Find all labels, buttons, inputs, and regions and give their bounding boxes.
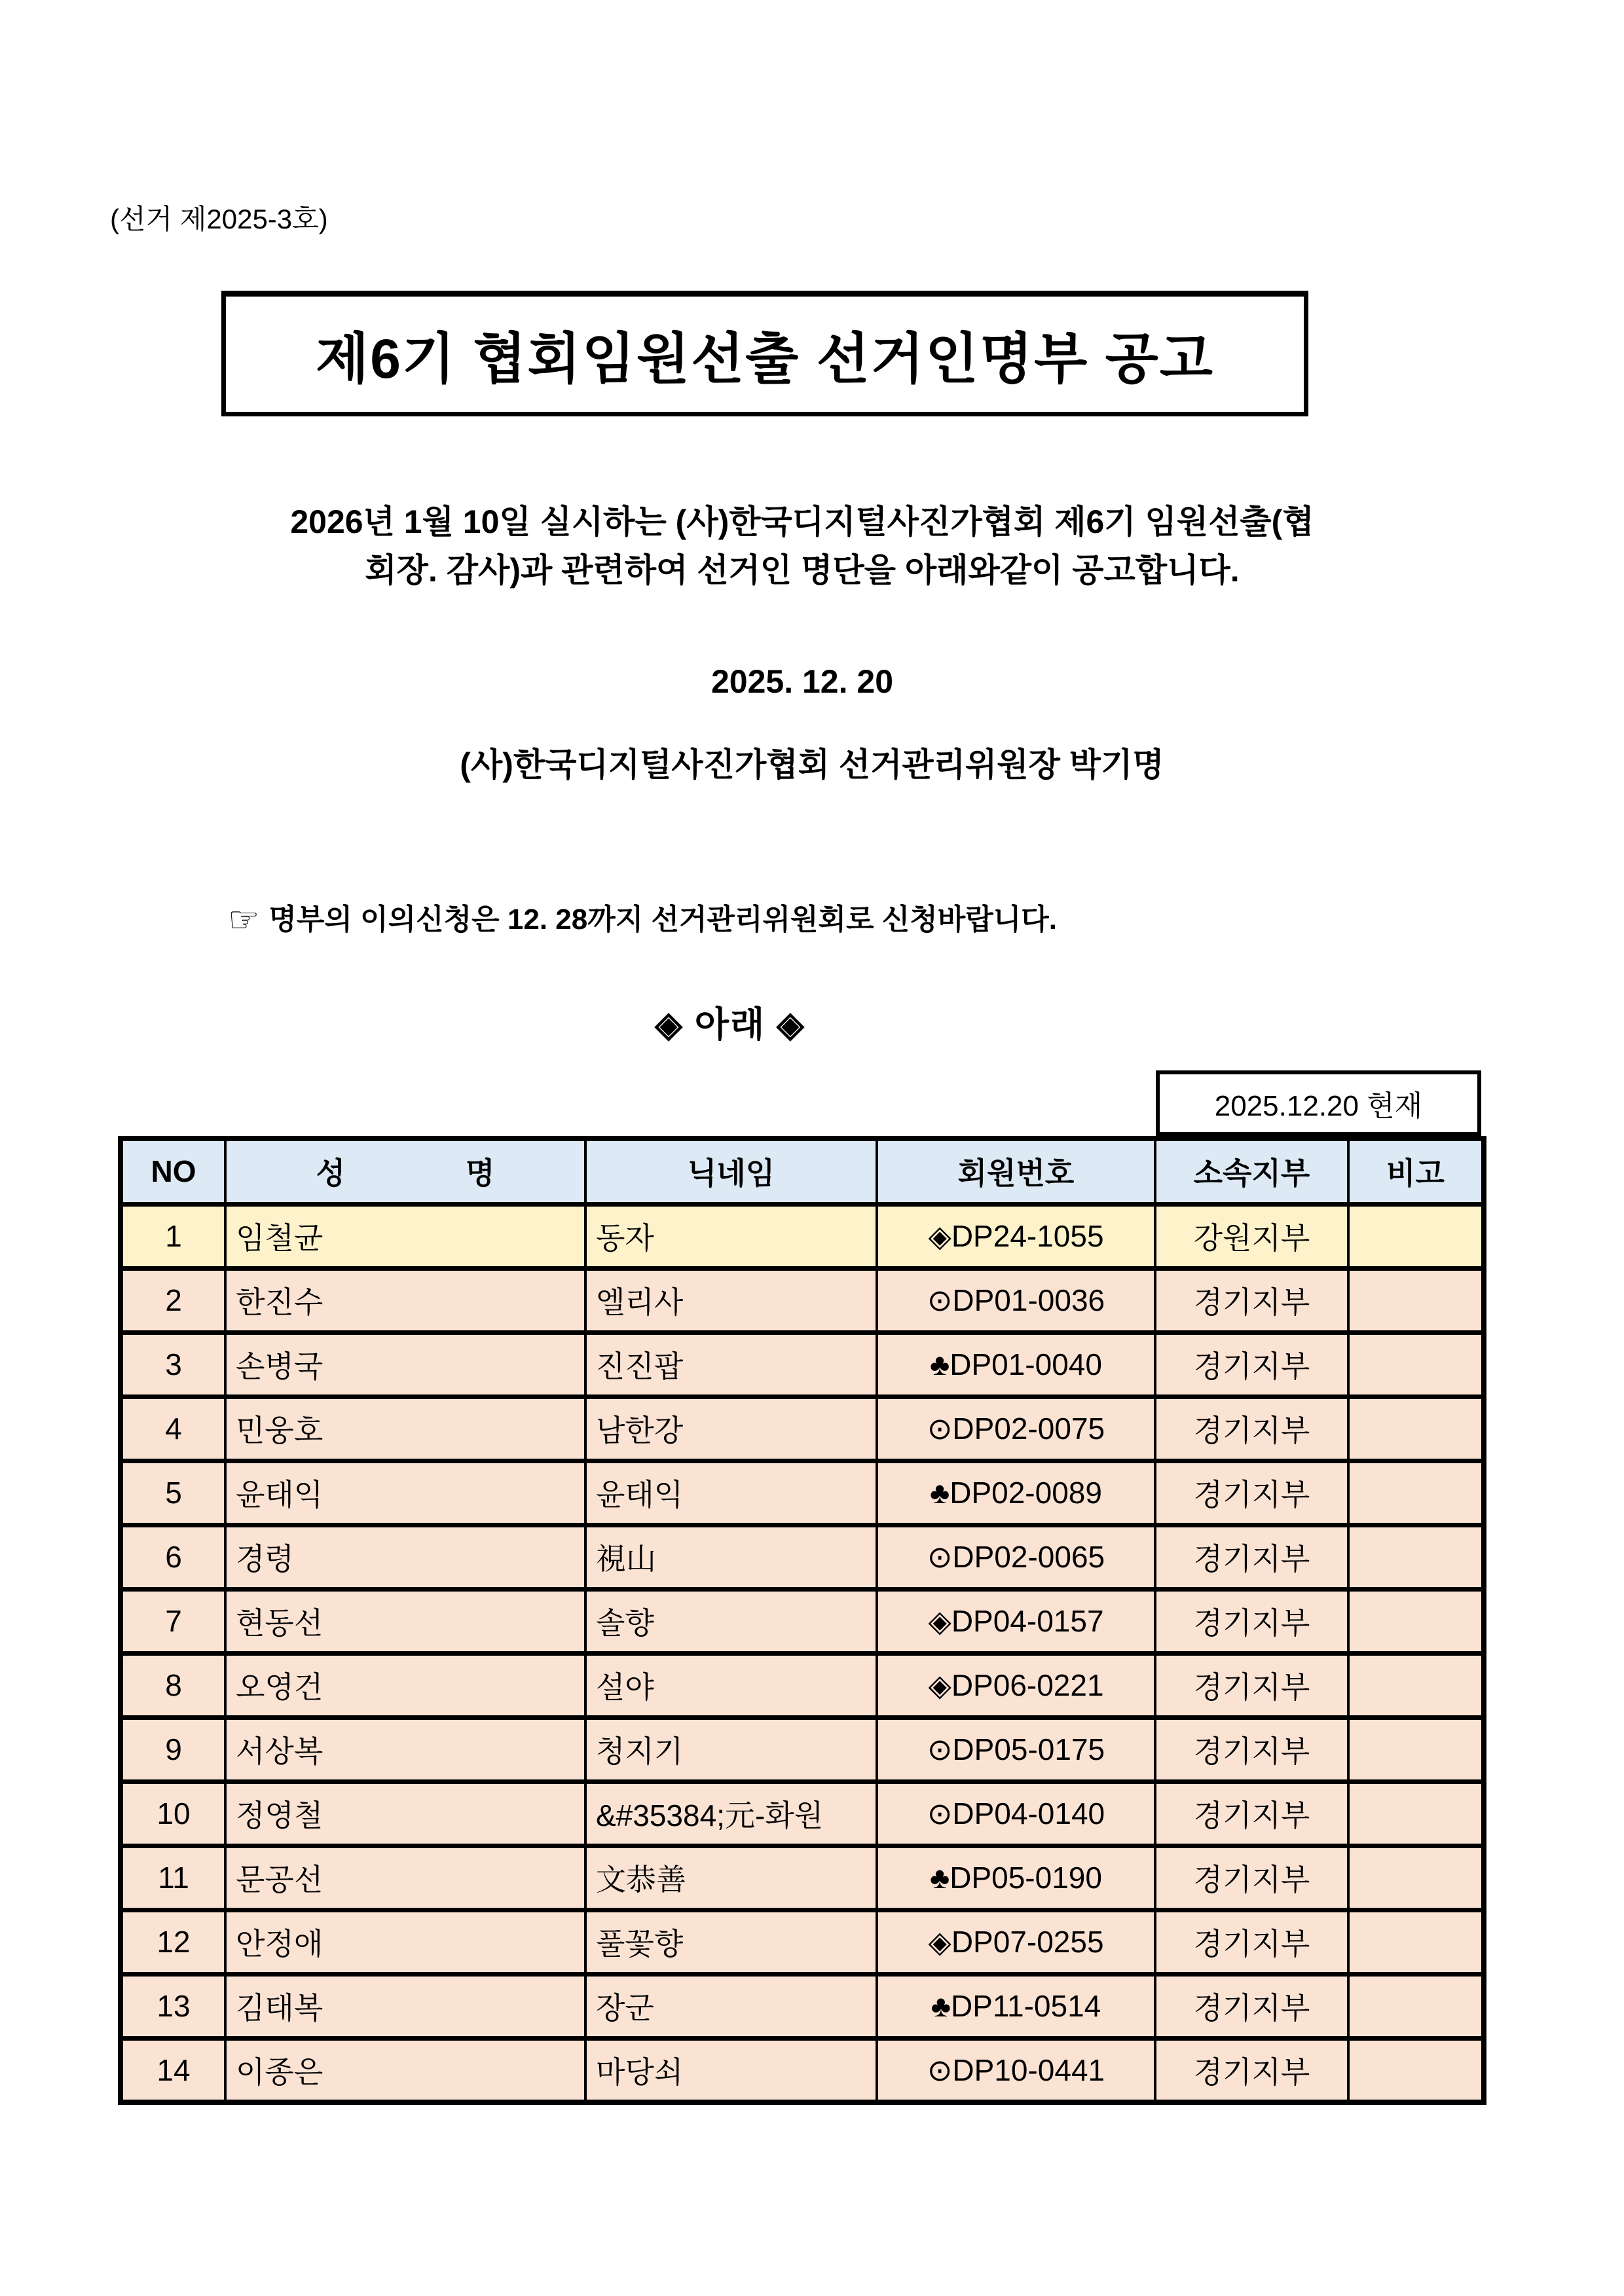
header-branch: 소속지부 [1155, 1139, 1348, 1204]
page-title: 제6기 협회임원선출 선거인명부 공고 [316, 327, 1214, 390]
header-remark: 비고 [1348, 1139, 1484, 1204]
pointing-hand-icon: ☞ [228, 900, 260, 939]
as-of-date-box: 2025.12.20 현재 [1156, 1070, 1481, 1136]
name-cell: 오영건 [225, 1653, 585, 1717]
row-number-cell: 7 [120, 1589, 225, 1653]
name-cell: 민웅호 [225, 1396, 585, 1461]
nickname-cell: 풀꽃향 [585, 1910, 877, 1974]
header-no: NO [120, 1139, 225, 1204]
table-row [120, 1396, 1484, 1461]
announcement-body-line2: 회장. 감사)과 관련하여 선거인 명단을 아래와같이 공고합니다. [365, 552, 1240, 589]
remark-cell [1348, 2038, 1484, 2102]
branch-cell: 경기지부 [1155, 1396, 1348, 1461]
row-number-cell: 13 [120, 1974, 225, 2038]
table-row [120, 1268, 1484, 1332]
branch-cell: 경기지부 [1155, 1781, 1348, 1846]
nickname-cell: 마당쇠 [585, 2038, 877, 2102]
row-number-cell: 8 [120, 1653, 225, 1717]
row-number-cell: 1 [120, 1204, 225, 1268]
row-number-cell: 5 [120, 1461, 225, 1525]
remark-cell [1348, 1204, 1484, 1268]
nickname-cell: 엘리사 [585, 1268, 877, 1332]
member-no-cell: ⊙DP05-0175 [877, 1717, 1155, 1781]
name-cell: 정영철 [225, 1781, 585, 1846]
table-row [120, 2038, 1484, 2102]
nickname-cell: 文恭善 [585, 1846, 877, 1910]
table-row [120, 1717, 1484, 1781]
objection-note-text: 명부의 이의신청은 12. 28까지 선거관리위원회로 신청바랍니다. [268, 903, 1057, 936]
voter-roster-table [118, 1136, 1486, 2105]
remark-cell [1348, 1332, 1484, 1396]
member-no-cell: ♣DP02-0089 [877, 1461, 1155, 1525]
remark-cell [1348, 1461, 1484, 1525]
nickname-cell: 남한강 [585, 1396, 877, 1461]
name-cell: 현동선 [225, 1589, 585, 1653]
branch-cell: 경기지부 [1155, 1461, 1348, 1525]
branch-cell: 경기지부 [1155, 1910, 1348, 1974]
remark-cell [1348, 1717, 1484, 1781]
table-row [120, 1653, 1484, 1717]
table-row [120, 1974, 1484, 2038]
remark-cell [1348, 1781, 1484, 1846]
table-row [120, 1846, 1484, 1910]
announcement-body-line1: 2026년 1월 10일 실시하는 (사)한국디지털사진가협회 제6기 임원선출(협 [290, 503, 1314, 540]
table-body [120, 1204, 1484, 2102]
remark-cell [1348, 1396, 1484, 1461]
name-cell: 손병국 [225, 1332, 585, 1396]
branch-cell: 경기지부 [1155, 1717, 1348, 1781]
row-number-cell: 14 [120, 2038, 225, 2102]
member-no-cell: ⊙DP04-0140 [877, 1781, 1155, 1846]
name-cell: 윤태익 [225, 1461, 585, 1525]
branch-cell: 경기지부 [1155, 1846, 1348, 1910]
name-cell: 김태복 [225, 1974, 585, 2038]
table-row [120, 1525, 1484, 1589]
doc-ref-number: (선거 제2025-3호) [110, 204, 328, 234]
member-no-cell: ◈DP06-0221 [877, 1653, 1155, 1717]
member-no-cell: ◈DP07-0255 [877, 1910, 1155, 1974]
header-name: 성 명 [225, 1139, 585, 1204]
branch-cell: 경기지부 [1155, 1525, 1348, 1589]
nickname-cell: 동자 [585, 1204, 877, 1268]
nickname-cell: 진진팝 [585, 1332, 877, 1396]
remark-cell [1348, 1268, 1484, 1332]
remark-cell [1348, 1525, 1484, 1589]
branch-cell: 경기지부 [1155, 2038, 1348, 2102]
member-no-cell: ◈DP24-1055 [877, 1204, 1155, 1268]
member-no-cell: ♣DP01-0040 [877, 1332, 1155, 1396]
member-no-cell: ♣DP11-0514 [877, 1974, 1155, 2038]
row-number-cell: 2 [120, 1268, 225, 1332]
table-row [120, 1781, 1484, 1846]
row-number-cell: 11 [120, 1846, 225, 1910]
remark-cell [1348, 1910, 1484, 1974]
branch-cell: 경기지부 [1155, 1268, 1348, 1332]
branch-cell: 경기지부 [1155, 1332, 1348, 1396]
header-member-no: 회원번호 [877, 1139, 1155, 1204]
remark-cell [1348, 1974, 1484, 2038]
name-cell: 이종은 [225, 2038, 585, 2102]
name-cell: 경령 [225, 1525, 585, 1589]
nickname-cell: 윤태익 [585, 1461, 877, 1525]
table-header [120, 1139, 1484, 1204]
remark-cell [1348, 1589, 1484, 1653]
member-no-cell: ⊙DP01-0036 [877, 1268, 1155, 1332]
remark-cell [1348, 1846, 1484, 1910]
header-nickname: 닉네임 [585, 1139, 877, 1204]
name-cell: 안정애 [225, 1910, 585, 1974]
row-number-cell: 6 [120, 1525, 225, 1589]
table-row [120, 1589, 1484, 1653]
announcement-date: 2025. 12. 20 [710, 663, 894, 700]
nickname-cell: 설야 [585, 1653, 877, 1717]
nickname-cell: 장군 [585, 1974, 877, 2038]
row-number-cell: 9 [120, 1717, 225, 1781]
name-cell: 한진수 [225, 1268, 585, 1332]
table-row [120, 1332, 1484, 1396]
table-header-row [120, 1139, 1484, 1204]
row-number-cell: 4 [120, 1396, 225, 1461]
table-row [120, 1204, 1484, 1268]
branch-cell: 경기지부 [1155, 1653, 1348, 1717]
nickname-cell: 청지기 [585, 1717, 877, 1781]
announcement-body [0, 498, 1604, 594]
name-cell: 문공선 [225, 1846, 585, 1910]
remark-cell [1348, 1653, 1484, 1717]
branch-cell: 경기지부 [1155, 1974, 1348, 2038]
member-no-cell: ⊙DP02-0065 [877, 1525, 1155, 1589]
member-no-cell: ◈DP04-0157 [877, 1589, 1155, 1653]
row-number-cell: 3 [120, 1332, 225, 1396]
nickname-cell: 솔향 [585, 1589, 877, 1653]
name-cell: 임철균 [225, 1204, 585, 1268]
branch-cell: 경기지부 [1155, 1589, 1348, 1653]
member-no-cell: ♣DP05-0190 [877, 1846, 1155, 1910]
row-number-cell: 10 [120, 1781, 225, 1846]
nickname-cell: &#35384;元-화원 [585, 1781, 877, 1846]
title-box [221, 291, 1308, 416]
below-heading: ◈ 아래 ◈ [655, 1005, 805, 1044]
nickname-cell: 視山 [585, 1525, 877, 1589]
objection-note [228, 896, 1057, 940]
signer-line: (사)한국디지털사진가협회 선거관리위원장 박기명 [460, 746, 1164, 783]
member-no-cell: ⊙DP10-0441 [877, 2038, 1155, 2102]
name-cell: 서상복 [225, 1717, 585, 1781]
row-number-cell: 12 [120, 1910, 225, 1974]
member-no-cell: ⊙DP02-0075 [877, 1396, 1155, 1461]
table-row [120, 1461, 1484, 1525]
branch-cell: 강원지부 [1155, 1204, 1348, 1268]
table-row [120, 1910, 1484, 1974]
